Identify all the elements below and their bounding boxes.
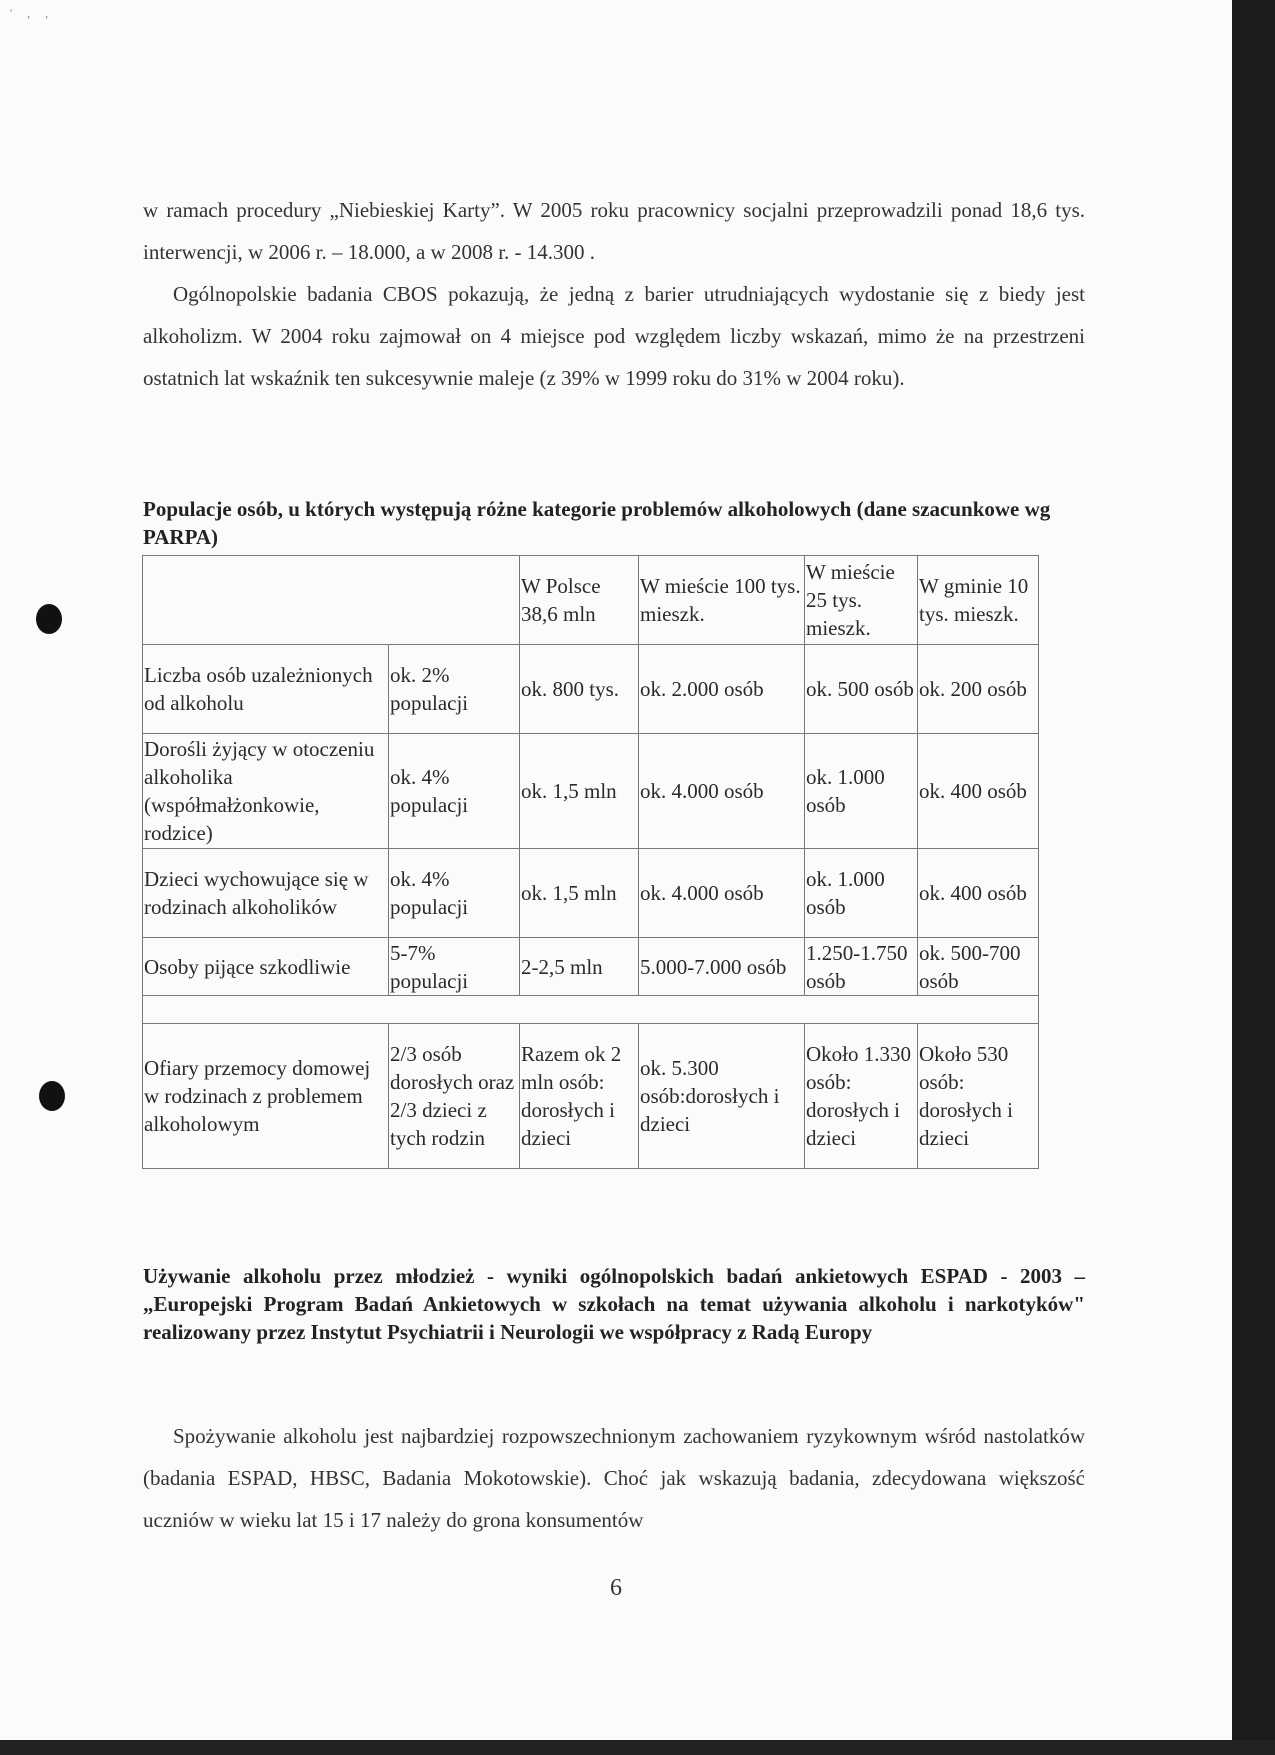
gmina-10k-cell: Około 530 osób: dorosłych i dzieci [918, 1024, 1039, 1169]
scan-specks: ' , , [10, 6, 55, 20]
poland-cell: ok. 1,5 mln [520, 734, 639, 849]
gmina-10k-cell: ok. 400 osób [918, 734, 1039, 849]
table-title: Populacje osób, u których występują różne kategorie problemów alkoholowych (dane szacunkowe wg PARPA) [143, 497, 1051, 549]
espad-section-title: Używanie alkoholu przez młodzież - wyniki ogólnopolskich badań ankietowych ESPAD - 2003 – „Europejski Program Badań Ankietowych w szkołach na temat używania alkoholu i narkotyków" realizowany przez Instytut Psychiatrii i Neurologii we współpracy z Radą Europy [143, 1264, 1085, 1344]
espad-paragraph: Spożywanie alkoholu jest najbardziej rozpowszechnionym zachowaniem ryzykownym wśród nastolatków (badania ESPAD, HBSC, Badania Mokotowskie). Choć jak wskazują badania, zdecydowana większość uczniów w wieku lat 15 i 17 należy do grona konsumentów [143, 1424, 1085, 1532]
row-label: Liczba osób uzależnionych od alkoholu [143, 645, 389, 734]
population-share-cell: ok. 4% populacji [389, 849, 520, 938]
population-share-cell: ok. 2% populacji [389, 645, 520, 734]
city-100k-cell: ok. 4.000 osób [639, 849, 805, 938]
header-empty-cell [143, 556, 520, 645]
row-label: Dzieci wychowujące się w rodzinach alkoholików [143, 849, 389, 938]
alcohol-problems-table [142, 555, 1039, 1169]
city-100k-cell: ok. 5.300 osób:dorosłych i dzieci [639, 1024, 805, 1169]
city-25k-cell: ok. 500 osób [805, 645, 918, 734]
row-label: Dorośli żyjący w otoczeniu alkoholika (współmałżonkowie, rodzice) [143, 734, 389, 849]
punch-hole [39, 1081, 65, 1111]
poland-cell: ok. 800 tys. [520, 645, 639, 734]
table-row [143, 938, 1039, 996]
city-25k-cell: Około 1.330 osób: dorosłych i dzieci [805, 1024, 918, 1169]
column-header: W Polsce 38,6 mln [520, 556, 639, 645]
row-label: Osoby pijące szkodliwie [143, 938, 389, 996]
gmina-10k-cell: ok. 400 osób [918, 849, 1039, 938]
city-100k-cell: ok. 2.000 osób [639, 645, 805, 734]
page-number: 6 [610, 1575, 622, 1601]
population-share-cell: 5-7% populacji [389, 938, 520, 996]
intro-paragraph: w ramach procedury „Niebieskiej Karty”. W 2005 roku pracownicy socjalni przeprowadzili ponad 18,6 tys. interwencji, w 2006 r. – 18.000, a w 2008 r. - 14.300 . [143, 198, 1085, 264]
poland-cell: 2-2,5 mln [520, 938, 639, 996]
city-25k-cell: ok. 1.000 osób [805, 734, 918, 849]
punch-hole [36, 604, 62, 634]
table-row [143, 645, 1039, 734]
separator-cell [143, 996, 1039, 1024]
table-header-row [143, 556, 1039, 645]
city-100k-cell: ok. 4.000 osób [639, 734, 805, 849]
cbos-paragraph: Ogólnopolskie badania CBOS pokazują, że jedną z barier utrudniających wydostanie się z biedy jest alkoholizm. W 2004 roku zajmował on 4 miejsce pod względem liczby wskazań, mimo że na przestrzeni ostatnich lat wskaźnik ten sukcesywnie maleje (z 39% w 1999 roku do 31% w 2004 roku). [143, 282, 1085, 390]
poland-cell: Razem ok 2 mln osób: dorosłych i dzieci [520, 1024, 639, 1169]
row-label: Ofiary przemocy domowej w rodzinach z problemem alkoholowym [143, 1024, 389, 1169]
scan-border-right [1232, 0, 1275, 1755]
population-share-cell: ok. 4% populacji [389, 734, 520, 849]
gmina-10k-cell: ok. 200 osób [918, 645, 1039, 734]
column-header: W mieście 25 tys. mieszk. [805, 556, 918, 645]
column-header: W mieście 100 tys. mieszk. [639, 556, 805, 645]
table-row [143, 1024, 1039, 1169]
table-row [143, 849, 1039, 938]
scan-border-bottom [0, 1740, 1275, 1755]
poland-cell: ok. 1,5 mln [520, 849, 639, 938]
column-header: W gminie 10 tys. mieszk. [918, 556, 1039, 645]
city-25k-cell: 1.250-1.750 osób [805, 938, 918, 996]
gmina-10k-cell: ok. 500-700 osób [918, 938, 1039, 996]
population-share-cell: 2/3 osób dorosłych oraz 2/3 dzieci z tych rodzin [389, 1024, 520, 1169]
table-separator-row [143, 996, 1039, 1024]
city-100k-cell: 5.000-7.000 osób [639, 938, 805, 996]
city-25k-cell: ok. 1.000 osób [805, 849, 918, 938]
table-row [143, 734, 1039, 849]
